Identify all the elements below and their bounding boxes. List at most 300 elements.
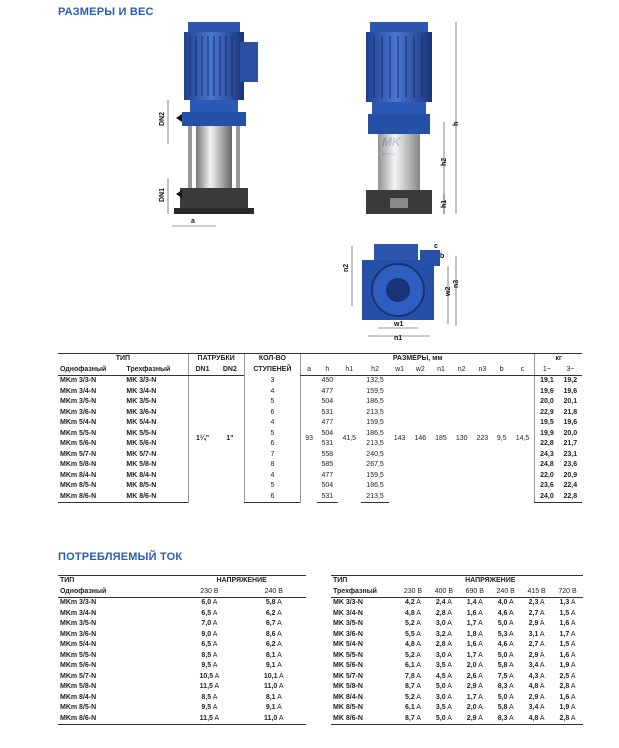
current-v415	[521, 630, 552, 641]
current-value: 1,7	[559, 630, 570, 638]
weight-single: 22,8	[535, 439, 559, 450]
model-single: MKm 8/4-N	[60, 471, 97, 479]
current-v230	[398, 693, 429, 704]
current-v240	[490, 651, 521, 662]
current-value: 3,2	[435, 630, 446, 638]
current-value: 4,8	[528, 714, 539, 722]
current-value: 2,3	[528, 599, 539, 606]
current-value: 6,1	[404, 662, 415, 669]
current-row	[58, 714, 306, 725]
motor-flange	[190, 100, 238, 112]
current-unit: A	[478, 714, 483, 722]
current-value: 10,5	[199, 672, 214, 680]
current-v690	[459, 703, 490, 714]
current-v400	[428, 703, 459, 714]
cur2-th-400: 400 В	[428, 587, 459, 598]
current-value: 6,2	[265, 609, 276, 617]
current-unit: A	[212, 651, 218, 659]
current-v240	[242, 609, 306, 620]
current-v690	[459, 661, 490, 672]
current-value: 9,5	[201, 662, 212, 669]
current-v240	[490, 703, 521, 714]
current-value: 2,5	[559, 672, 570, 680]
current-model: MKm 5/5-N	[60, 651, 97, 659]
current-v690	[459, 682, 490, 693]
current-v415	[521, 661, 552, 672]
current-v400	[428, 640, 459, 651]
current-model: MKm 3/4-N	[60, 609, 97, 617]
current-value: 9,5	[201, 704, 212, 711]
current-unit: A	[212, 662, 218, 669]
label-dn2: DN2	[159, 111, 166, 126]
current-v230	[177, 682, 241, 693]
current-value: 5,2	[404, 693, 415, 701]
current-unit: A	[509, 641, 514, 648]
current-value: 8,1	[265, 693, 276, 701]
current-unit: A	[570, 672, 576, 680]
current-unit: A	[478, 599, 483, 606]
model-single: MKm 5/5-N	[60, 429, 97, 437]
current-unit: A	[447, 714, 452, 722]
weight-three: 20,9	[563, 471, 578, 479]
current-row	[331, 630, 583, 641]
h-value: 477	[321, 387, 334, 395]
current-unit: A	[416, 714, 421, 722]
th-three: Трехфазный	[124, 365, 188, 376]
cur2-th-model: Трехфазный	[331, 587, 398, 598]
current-value: 2,8	[559, 683, 570, 690]
current-row	[58, 619, 306, 630]
terminal-box	[240, 42, 258, 82]
model-three: MK 8/6-N	[124, 492, 188, 503]
label-n1: n1	[394, 335, 403, 341]
current-value: 4,8	[404, 641, 415, 648]
current-value: 2,8	[559, 714, 570, 722]
current-value: 2,7	[528, 641, 539, 648]
current-v415	[521, 640, 552, 651]
current-unit: A	[478, 651, 483, 659]
current-unit: A	[447, 683, 452, 690]
th-h: h	[317, 365, 338, 376]
current-value: 4,2	[404, 599, 415, 606]
current-v400	[428, 598, 459, 609]
current-unit: A	[416, 704, 421, 711]
current-row	[58, 661, 306, 672]
model-single: MKm 3/3-N	[60, 377, 97, 384]
current-v230	[398, 661, 429, 672]
h-value: 477	[321, 419, 334, 426]
th-n2: n2	[451, 365, 472, 376]
current-v690	[459, 651, 490, 662]
label-c: c	[434, 243, 438, 250]
current-v230	[398, 703, 429, 714]
current-v240	[242, 672, 306, 683]
current-unit: A	[570, 641, 576, 648]
weight-three: 22,8	[559, 492, 582, 503]
current-v240	[242, 651, 306, 662]
current-model: MKm 8/5-N	[60, 704, 97, 711]
weight-single: 23,6	[535, 481, 559, 492]
current-v230	[177, 630, 241, 641]
current-value: 5,0	[497, 693, 508, 701]
current-unit: A	[416, 662, 421, 669]
current-v720	[552, 714, 583, 725]
current-value: 4,3	[528, 672, 539, 680]
th-w2: w2	[410, 365, 431, 376]
current-unit: A	[539, 609, 545, 617]
stages-value: 3	[244, 376, 301, 387]
current-unit: A	[509, 672, 514, 680]
current-v690	[459, 693, 490, 704]
model-single: MKm 3/4-N	[60, 387, 97, 395]
label-h2: h2	[441, 157, 448, 166]
current-unit: A	[478, 693, 483, 701]
current-v230	[398, 630, 429, 641]
current-unit: A	[570, 714, 576, 722]
current-unit: A	[277, 704, 282, 711]
th-h1: h1	[338, 365, 361, 376]
current-value: 11,0	[264, 714, 278, 722]
current-unit: A	[509, 620, 514, 627]
current-unit: A	[570, 609, 576, 617]
th-n3: n3	[472, 365, 493, 376]
weight-single: 19,9	[535, 429, 559, 440]
dimensions-title: РАЗМЕРЫ И ВЕС	[58, 6, 154, 18]
dn1-value: 1¼"	[188, 376, 216, 503]
current-v230	[398, 672, 429, 683]
dn2-value: 1"	[226, 435, 234, 442]
motor-cap	[188, 22, 240, 32]
h-value: 531	[317, 492, 338, 503]
current-unit: A	[447, 609, 452, 617]
current-v240	[242, 598, 306, 609]
cur1-th-type: ТИП	[58, 576, 177, 587]
h-value: 585	[321, 461, 334, 468]
w2-value: 146	[414, 435, 427, 442]
current-v720	[552, 609, 583, 620]
current-value: 7,8	[404, 672, 415, 680]
label-a: a	[191, 218, 195, 225]
w1-value: 143	[393, 435, 406, 442]
current-unit: A	[478, 620, 483, 627]
label-b: b	[440, 253, 445, 260]
current-value: 9,1	[265, 662, 276, 669]
model-three: MK 8/4-N	[126, 471, 157, 479]
current-value: 1,9	[559, 704, 570, 711]
current-v690	[459, 714, 490, 725]
current-value: 2,6	[466, 672, 477, 680]
th-single: Однофазный	[58, 365, 124, 376]
current-value: 9,1	[265, 704, 276, 711]
model-three: MK 5/8-N	[126, 461, 157, 468]
current-unit: A	[539, 672, 545, 680]
current-v230	[398, 640, 429, 651]
current-row	[58, 598, 306, 609]
current-v415	[521, 714, 552, 725]
current-value: 6,7	[265, 620, 276, 627]
model-single: MKm 3/6-N	[60, 408, 97, 416]
current-v720	[552, 693, 583, 704]
current-v690	[459, 619, 490, 630]
current-unit: A	[416, 630, 421, 638]
current-row	[58, 640, 306, 651]
current-value: 11,5	[199, 714, 213, 722]
h-value: 504	[321, 429, 334, 437]
current-row	[331, 714, 583, 725]
current-row	[58, 693, 306, 704]
current-value: 6,5	[201, 609, 212, 617]
current-row	[58, 609, 306, 620]
current-unit: A	[478, 662, 483, 669]
model-single: MKm 5/7-N	[60, 450, 97, 458]
current-unit: A	[539, 620, 545, 627]
th-b: b	[493, 365, 511, 376]
current-value: 4,5	[435, 672, 446, 680]
current-row	[331, 672, 583, 683]
weight-three: 22,4	[563, 482, 578, 489]
current-value: 3,0	[435, 620, 446, 627]
current-unit: A	[447, 693, 452, 701]
current-row	[331, 640, 583, 651]
h2-value: 159,5	[366, 471, 384, 479]
current-unit: A	[478, 641, 483, 648]
current-row	[58, 703, 306, 714]
current-value: 5,0	[435, 683, 446, 690]
h-value: 531	[321, 440, 334, 447]
current-v415	[521, 693, 552, 704]
current-v415	[521, 609, 552, 620]
current-unit: A	[509, 704, 514, 711]
current-unit: A	[212, 599, 218, 606]
label-h1: h1	[441, 199, 448, 208]
stages-value: 5	[244, 397, 301, 408]
current-value: 6,5	[201, 641, 212, 648]
current-value: 3,4	[528, 704, 539, 711]
current-v415	[521, 651, 552, 662]
model-three: MK 5/5-N	[126, 429, 157, 437]
current-value: 5,0	[497, 620, 508, 627]
label-n2: n2	[343, 263, 350, 272]
current-unit: A	[509, 630, 514, 638]
current-row	[331, 693, 583, 704]
current-unit: A	[478, 609, 483, 617]
current-unit: A	[509, 693, 514, 701]
current-unit: A	[416, 599, 421, 606]
b-value: 9,5	[496, 435, 507, 442]
current-unit: A	[478, 672, 483, 680]
current-value: 5,2	[404, 620, 415, 627]
current-v720	[552, 651, 583, 662]
model-three: MK 3/3-N	[126, 377, 157, 384]
current-unit: A	[570, 630, 576, 638]
current-unit: A	[214, 714, 220, 722]
current-unit: A	[570, 683, 576, 690]
current-unit: A	[277, 630, 282, 638]
current-unit: A	[212, 704, 218, 711]
th-type: ТИП	[58, 354, 188, 365]
h-value: 504	[321, 398, 334, 405]
current-unit: A	[212, 693, 218, 701]
model-three: MK 5/4-N	[126, 419, 157, 426]
h2-value: 186,5	[366, 429, 384, 437]
current-unit: A	[539, 630, 545, 638]
current-value: 4,6	[497, 641, 508, 648]
current-v240	[490, 619, 521, 630]
current-value: 1,5	[559, 609, 570, 617]
current-v240	[242, 693, 306, 704]
th-weight: кг	[535, 354, 582, 365]
current-unit: A	[539, 683, 545, 690]
current-v720	[552, 640, 583, 651]
weight-single: 22,0	[535, 471, 559, 482]
current-model: MK 3/4-N	[333, 609, 363, 617]
weight-single: 24,0	[535, 492, 559, 503]
dimensions-table	[58, 353, 582, 503]
current-v400	[428, 609, 459, 620]
current-row	[331, 703, 583, 714]
weight-single: 19,6	[535, 387, 559, 398]
current-value: 5,8	[497, 662, 508, 669]
h2-value: 159,5	[366, 387, 384, 395]
weight-three: 23,6	[563, 461, 578, 468]
current-row	[331, 651, 583, 662]
current-unit: A	[570, 704, 576, 711]
current-unit: A	[277, 620, 282, 627]
current-value: 3,0	[435, 693, 446, 701]
model-single: MKm 8/5-N	[60, 482, 97, 489]
current-unit: A	[416, 683, 421, 690]
current-unit: A	[278, 714, 284, 722]
current-v400	[428, 651, 459, 662]
current-v690	[459, 609, 490, 620]
current-v230	[177, 609, 241, 620]
current-model: MKm 3/5-N	[60, 620, 97, 627]
current-unit: A	[478, 630, 483, 638]
current-row	[331, 609, 583, 620]
current-value: 1,5	[559, 641, 570, 648]
current-value: 8,6	[265, 630, 276, 638]
current-value: 2,0	[466, 704, 477, 711]
weight-three: 21,8	[563, 408, 578, 416]
n1-value: 185	[435, 435, 447, 442]
current-unit: A	[212, 609, 218, 617]
current-v690	[459, 598, 490, 609]
current-v240	[242, 703, 306, 714]
current-value: 8,1	[265, 651, 276, 659]
current-unit: A	[447, 651, 452, 659]
current-value: 1,7	[466, 651, 477, 659]
current-v230	[177, 640, 241, 651]
current-unit: A	[478, 683, 483, 690]
current-unit: A	[539, 704, 545, 711]
label-h: h	[453, 121, 460, 126]
current-unit: A	[447, 620, 452, 627]
current-v240	[490, 598, 521, 609]
current-v240	[490, 630, 521, 641]
current-unit: A	[539, 662, 545, 669]
stages-value: 4	[244, 387, 301, 398]
current-value: 1,6	[559, 651, 570, 659]
current-value: 2,4	[435, 599, 446, 606]
current-value: 5,8	[497, 704, 508, 711]
stages-value: 5	[244, 429, 301, 440]
current-model: MKm 8/4-N	[60, 693, 97, 701]
current-value: 1,7	[466, 620, 477, 627]
h-value: 531	[321, 408, 334, 416]
current-row	[58, 630, 306, 641]
current-v400	[428, 672, 459, 683]
model-single: MKm 8/6-N	[58, 492, 124, 503]
current-value: 11,5	[199, 683, 213, 690]
current-unit: A	[214, 672, 220, 680]
current-model: MK 5/8-N	[333, 683, 363, 690]
current-value: 4,6	[497, 609, 508, 617]
current-value: 3,5	[435, 662, 446, 669]
current-value: 7,5	[497, 672, 508, 680]
current-v230	[177, 661, 241, 672]
current-v720	[552, 630, 583, 641]
current-value: 8,7	[404, 714, 415, 722]
cur1-th-voltage: НАПРЯЖЕНИЕ	[177, 576, 306, 587]
current-v415	[521, 672, 552, 683]
label-w2: w2	[445, 286, 452, 296]
current-unit: A	[277, 693, 282, 701]
current-unit: A	[509, 683, 514, 690]
h2-value: 213,5	[361, 492, 389, 503]
current-value: 2,8	[435, 609, 446, 617]
current-v720	[552, 598, 583, 609]
current-model: MK 3/3-N	[333, 599, 363, 606]
current-model: MKm 5/6-N	[60, 662, 97, 669]
current-value: 6,1	[404, 704, 415, 711]
model-single: MKm 5/8-N	[60, 461, 97, 468]
current-value: 5,8	[265, 599, 276, 606]
current-unit: A	[447, 662, 452, 669]
dimension-row	[58, 376, 582, 387]
h-value: 477	[321, 471, 334, 479]
stages-value: 6	[244, 439, 301, 450]
current-value: 2,9	[528, 693, 539, 701]
current-v720	[552, 619, 583, 630]
current-unit: A	[416, 641, 421, 648]
current-v230	[177, 651, 241, 662]
stages-value: 4	[244, 418, 301, 429]
current-value: 5,2	[404, 651, 415, 659]
weight-single: 24,8	[535, 460, 559, 471]
weight-three: 20,1	[563, 398, 578, 405]
current-single-table	[58, 575, 306, 725]
h2-value: 213,5	[366, 408, 384, 416]
cur2-th-690: 690 В	[459, 587, 490, 598]
cur1-th-230: 230 В	[177, 587, 241, 598]
current-v230	[398, 598, 429, 609]
current-value: 6,2	[265, 641, 276, 648]
weight-single: 19,1	[535, 376, 559, 387]
current-v415	[521, 703, 552, 714]
h2-value: 159,5	[366, 419, 384, 426]
current-value: 5,0	[497, 651, 508, 659]
current-unit: A	[539, 641, 545, 648]
current-unit: A	[416, 609, 421, 617]
current-v415	[521, 619, 552, 630]
current-v690	[459, 672, 490, 683]
stages-value: 4	[244, 471, 301, 482]
weight-three: 20,0	[563, 429, 578, 437]
current-v240	[242, 682, 306, 693]
current-v230	[398, 609, 429, 620]
current-unit: A	[509, 714, 514, 722]
label-dn1: DN1	[159, 187, 166, 202]
